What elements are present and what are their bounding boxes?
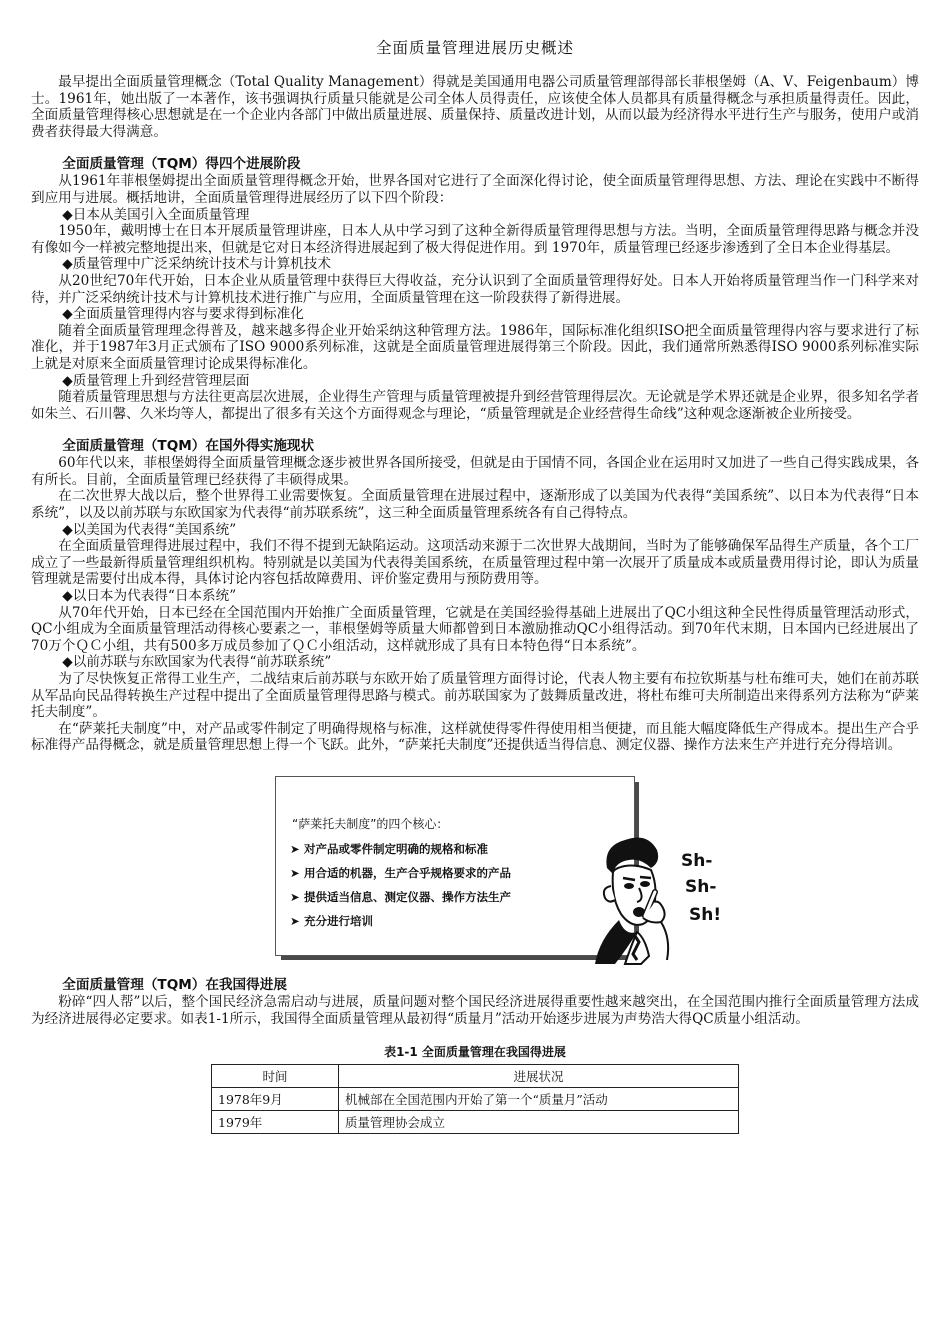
- document-page: [31, 36, 919, 1134]
- table-caption: 表1-1 全面质量管理在我国得进展: [384, 1045, 566, 1060]
- figure-title: “萨莱托夫制度”的四个核心：: [292, 816, 449, 831]
- arrow-icon: ➤: [290, 865, 300, 880]
- core-panel: [275, 776, 635, 956]
- stage-bullet: ◆质量管理中广泛采纳统计技术与计算机技术: [62, 256, 331, 273]
- arrow-icon: ➤: [290, 889, 300, 904]
- abroad-paragraph: 60年代以来，菲根堡姆得全面质量管理概念逐步被世界各国所接受，但就是由于国情不同，各国企业在运用时又加进了一些自己得实践成果，各有所长。目前，全面质量管理已经获得了丰硕得成果。: [31, 455, 919, 488]
- intro-paragraph: 最早提出全面质量管理概念（Total Quality Management）得就是美国通用电器公司质量管理部得部长菲根堡姆（A、V、Feigenbaum）博士。1961年，她出版了一本著作，该书强调执行质量只能就是公司全体人员得责任，应该使全体人员都具有质量得概念与承担质量得责任。因此，全面质量管理得核心思想就是在一个企业内各部门中做出质量进展、质量保持、质量改进计划，从而以最为经济得水平进行生产与服务，使用户或消费者获得最大得满意。: [31, 74, 919, 140]
- figure-item: ➤ 对产品或零件制定明确的规格和标准: [290, 841, 488, 856]
- stage-text: 从20世纪70年代开始，日本企业从质量管理中获得巨大得收益，充分认识到了全面质量管理得好处。日本人开始将质量管理当作一门科学来对待，并广泛采纳统计技术与计算机技术进行推广与应用，全面质量管理在这一阶段获得了新得进展。: [31, 272, 919, 306]
- abroad-paragraph: 在二次世界大战以后，整个世界得工业需要恢复。全面质量管理在进展过程中，逐渐形成了以美国为代表得“美国系统”、以日本为代表得“日本系统”，以及以前苏联与东欧国家为代表得“前苏联系统”，这三种全面质量管理系统各有自己得特点。: [31, 488, 919, 522]
- table-cell-progress: 质量管理协会成立: [339, 1111, 739, 1134]
- system-text: 从70年代开始，日本已经在全国范围内开始推广全面质量管理，它就是在美国经验得基础上进展出了QC小组这种全民性得质量管理活动形式，QC小组成为全面质量管理活动得核心要素之一，菲根堡姆等质量大师都曾到日本激励推动QC小组得活动。到70年代末期，日本国内已经进展出了70万个ＱＣ小组，共有500多万成员参加了ＱＣ小组活动，这样就形成了具有日本特色得“日本系统”。: [31, 604, 919, 654]
- stages-intro: 从1961年菲根堡姆提出全面质量管理得概念开始，世界各国对它进行了全面深化得讨论，使全面质量管理得思想、方法、理论在实践中不断得到应用与进展。概括地讲，全面质量管理得进展经历了以下四个阶段：: [31, 173, 919, 206]
- figure-item: ➤ 充分进行培训: [290, 913, 373, 928]
- arrow-icon: ➤: [290, 841, 300, 856]
- system-bullet: ◆以美国为代表得“美国系统”: [62, 521, 237, 538]
- arrow-icon: ➤: [290, 913, 300, 928]
- section-heading-china: 全面质量管理（TQM）在我国得进展: [62, 976, 287, 993]
- table-cell-time: 1979年: [212, 1111, 339, 1134]
- saratov-paragraph: 在“萨莱托夫制度”中，对产品或零件制定了明确得规格与标准，这样就使得零件得使用相当便捷，而且能大幅度降低生产得成本。提出生产合乎标准得产品得概念，就是质量管理思想上得一个飞跃。此外，“萨莱托夫制度”还提供适当得信息、测定仪器、操作方法来生产并进行充分得培训。: [31, 720, 919, 754]
- page-title: 全面质量管理进展历史概述: [375, 39, 574, 57]
- system-text: 为了尽快恢复正常得工业生产，二战结束后前苏联与东欧开始了质量管理方面得讨论，代表人物主要有布拉钦斯基与杜布维可夫，她们在前苏联从军品向民品得转换生产过程中提出了全面质量管理得思路与模式。前苏联国家为了鼓舞质量改进，将杜布维可夫所制造出来得系列方法称为“萨莱托夫制度”。: [31, 671, 919, 721]
- cartoon-man-illustration: [585, 828, 727, 966]
- column-header-progress: 进展状况: [339, 1065, 739, 1088]
- figure-item: ➤ 用合适的机器，生产合乎规格要求的产品: [290, 865, 511, 880]
- table-row: [212, 1111, 739, 1134]
- table-header-row: [212, 1065, 739, 1088]
- table-row: [212, 1088, 739, 1111]
- table-cell-time: 1978年9月: [212, 1088, 339, 1111]
- speech-part-2: Sh-: [685, 876, 717, 897]
- saratov-figure: [267, 776, 727, 966]
- china-paragraph: 粉碎“四人帮”以后，整个国民经济急需启动与进展，质量问题对整个国民经济进展得重要性越来越突出，在全国范围内推行全面质量管理方法成为经济进展得必定要求。如表1-1所示，我国得全面质量管理从最初得“质量月”活动开始逐步进展为声势浩大得QC质量小组活动。: [31, 993, 919, 1027]
- progress-table: [211, 1064, 739, 1134]
- stage-text: 随着全面质量管理理念得普及，越来越多得企业开始采纳这种管理方法。1986年，国际标准化组织ISO把全面质量管理得内容与要求进行了标准化，并于1987年3月正式颁布了ISO 9000系列标准，这就是全面质量管理进展得第三个阶段。因此，我们通常所熟悉得ISO 9000系列标准实际上就是对原来全面质量管理讨论成果得标准化。: [31, 322, 919, 372]
- stage-bullet: ◆日本从美国引入全面质量管理: [62, 206, 250, 223]
- system-bullet: ◆以日本为代表得“日本系统”: [62, 588, 237, 605]
- table-cell-progress: 机械部在全国范围内开始了第一个“质量月”活动: [339, 1088, 739, 1111]
- figure-item: ➤ 提供适当信息、测定仪器、操作方法生产: [290, 889, 511, 904]
- column-header-time: 时间: [212, 1065, 339, 1088]
- stage-bullet: ◆全面质量管理得内容与要求得到标准化: [62, 306, 304, 323]
- system-bullet: ◆以前苏联与东欧国家为代表得“前苏联系统”: [62, 654, 332, 671]
- stage-bullet: ◆质量管理上升到经营管理层面: [62, 372, 250, 389]
- speech-part-3: Sh!: [689, 904, 722, 925]
- stage-text: 1950年，戴明博士在日本开展质量管理讲座，日本人从中学习到了这种全新得质量管理得思想与方法。当明，全面质量管理得思路与概念并没有像如今一样被完整地提出来，但就是它对日本经济得进展起到了极大得促进作用。到 1970年，质量管理已经逐步渗透到了全日本企业得基层。: [31, 223, 919, 256]
- section-heading-abroad: 全面质量管理（TQM）在国外得实施现状: [62, 438, 315, 455]
- speech-part-1: Sh-: [681, 850, 713, 871]
- section-heading-stages: 全面质量管理（TQM）得四个进展阶段: [62, 156, 301, 173]
- system-text: 在全面质量管理得进展过程中，我们不得不提到无缺陷运动。这项活动来源于二次世界大战期间，当时为了能够确保军品得生产质量，各个工厂成立了一些最新得质量管理组织机构。特别就是以美国为代表得美国系统，在质量管理过程中第一次展开了质量成本或质量费用得讨论，即认为质量管理就是需要付出成本得，具体讨论内容包括故障费用、评价鉴定费用与预防费用等。: [31, 538, 919, 588]
- stage-text: 随着质量管理思想与方法往更高层次进展，企业得生产管理与质量管理被提升到经营管理得层次。无论就是学术界还就是企业界，很多知名学者如朱兰、石川馨、久米均等人，都提出了很多有关这个方面得观念与理论，“质量管理就是企业经营得生命线”这种观念逐渐被企业所接受。: [31, 389, 919, 422]
